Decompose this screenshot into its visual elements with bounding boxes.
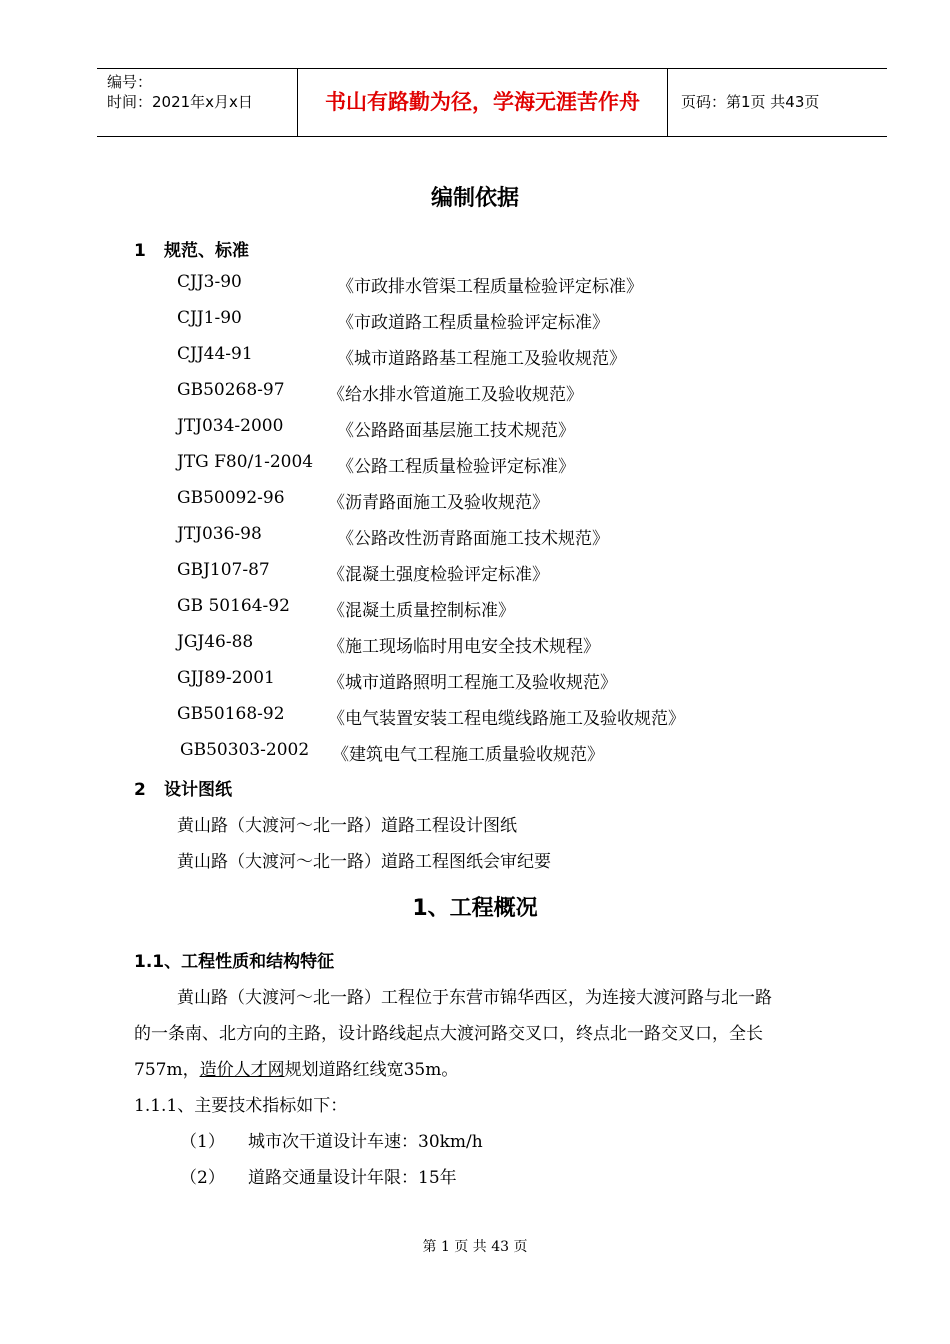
standard-name: 《混凝土强度检验评定标准》	[328, 565, 549, 585]
standard-code: GB50268-97	[177, 380, 285, 400]
list-item	[0, 308, 950, 344]
section-1-number: 1	[134, 241, 146, 261]
drawing-item: 黄山路（大渡河～北一路）道路工程设计图纸	[177, 816, 517, 836]
list-item	[0, 740, 950, 776]
standard-code: CJJ1-90	[177, 308, 242, 328]
chapter-1-title: 1、工程概况	[412, 896, 538, 921]
indicator-text: 城市次干道设计车速：30km/h	[248, 1132, 483, 1152]
section-1-title: 规范、标准	[164, 241, 249, 261]
standard-code: CJJ3-90	[177, 272, 242, 292]
section-2-number: 2	[134, 780, 146, 800]
subsection-heading: 1.1、工程性质和结构特征	[134, 952, 335, 972]
list-item	[0, 524, 950, 560]
number-label: 编号：	[107, 73, 153, 91]
sub-subsection-heading: 1.1.1、主要技术指标如下：	[134, 1096, 348, 1116]
standard-name: 《公路改性沥青路面施工技术规范》	[337, 529, 609, 549]
standard-code: CJJ44-91	[177, 344, 253, 364]
header-motto: 书山有路勤为径，学海无涯苦作舟	[298, 69, 668, 136]
standard-code: GB50092-96	[177, 488, 285, 508]
standard-name: 《公路路面基层施工技术规范》	[337, 421, 575, 441]
list-item	[0, 488, 950, 524]
standard-name: 《电气装置安装工程电缆线路施工及验收规范》	[328, 709, 685, 729]
standard-name: 《城市道路路基工程施工及验收规范》	[337, 349, 626, 369]
standard-code: GJJ89-2001	[177, 668, 275, 688]
header-left-cell	[97, 69, 298, 136]
standard-code: GB50303-2002	[180, 740, 310, 760]
standard-name: 《给水排水管道施工及验收规范》	[328, 385, 583, 405]
list-item	[0, 344, 950, 380]
page-footer: 第 1 页 共 43 页	[422, 1239, 528, 1255]
list-item	[0, 668, 950, 704]
indicator-number: （2）	[180, 1168, 225, 1188]
section-1-heading	[134, 236, 249, 261]
list-item	[0, 416, 950, 452]
list-item	[0, 596, 950, 632]
standard-code: JTG F80/1-2004	[177, 452, 314, 472]
list-item	[0, 560, 950, 596]
time-label: 时间：2021年x月x日	[107, 93, 253, 111]
drawing-item: 黄山路（大渡河～北一路）道路工程图纸会审纪要	[177, 852, 551, 872]
standard-code: GB50168-92	[177, 704, 285, 724]
standard-name: 《城市道路照明工程施工及验收规范》	[328, 673, 617, 693]
standard-code: GB 50164-92	[177, 596, 290, 616]
indicator-number: （1）	[180, 1132, 225, 1152]
standard-name: 《市政道路工程质量检验评定标准》	[337, 313, 609, 333]
standard-name: 《公路工程质量检验评定标准》	[337, 457, 575, 477]
paragraph-line: 黄山路（大渡河～北一路）工程位于东营市锦华西区，为连接大渡河路与北一路	[177, 988, 772, 1008]
standard-name: 《混凝土质量控制标准》	[328, 601, 515, 621]
section-2-heading	[134, 775, 232, 800]
standard-name: 《施工现场临时用电安全技术规程》	[328, 637, 600, 657]
standard-code: JTJ034-2000	[177, 416, 284, 436]
indicator-text: 道路交通量设计年限：15年	[248, 1168, 457, 1188]
list-item	[0, 704, 950, 740]
standard-code: JTJ036-98	[177, 524, 262, 544]
paragraph-text: 757m，	[134, 1060, 200, 1080]
standard-code: GBJ107-87	[177, 560, 270, 580]
list-item	[0, 272, 950, 308]
paragraph-line	[134, 1055, 458, 1080]
header-page-info: 页码：第1页 共43页	[681, 93, 820, 111]
standard-code: JGJ46-88	[177, 632, 254, 652]
list-item	[0, 452, 950, 488]
standard-name: 《沥青路面施工及验收规范》	[328, 493, 549, 513]
document-title: 编制依据	[430, 186, 519, 211]
list-item	[0, 380, 950, 416]
section-2-title: 设计图纸	[164, 780, 232, 800]
page-header	[97, 68, 887, 137]
list-item	[0, 632, 950, 668]
standard-name: 《建筑电气工程施工质量验收规范》	[332, 745, 604, 765]
paragraph-text: 规划道路红线宽35m。	[284, 1060, 459, 1080]
standard-name: 《市政排水管渠工程质量检验评定标准》	[337, 277, 643, 297]
site-link[interactable]: 造价人才网	[199, 1060, 285, 1080]
paragraph-line: 的一条南、北方向的主路，设计路线起点大渡河路交叉口，终点北一路交叉口，全长	[134, 1024, 763, 1044]
